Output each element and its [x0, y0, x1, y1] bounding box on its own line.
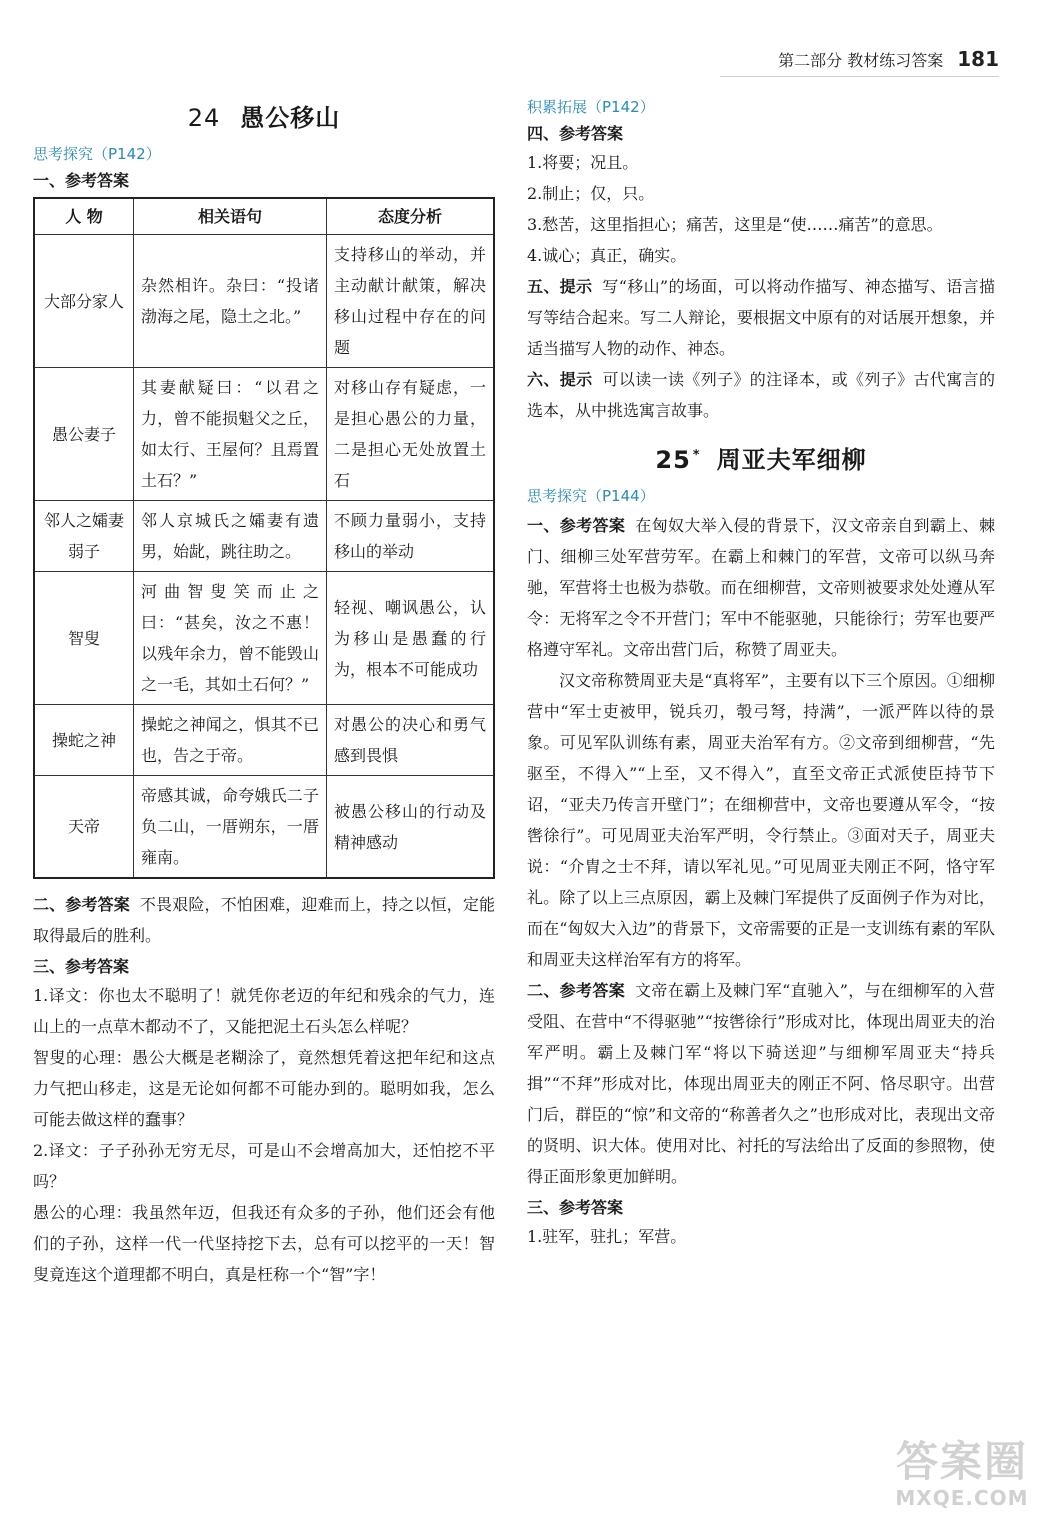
lesson24-think-tag: [33, 143, 495, 164]
table-cell-quote: 其妻献疑曰：“以君之力，曾不能损魁父之丘，如太行、王屋何？且焉置土石？”: [134, 368, 327, 501]
section-title: 第二部分 教材练习答案: [778, 50, 944, 70]
think-tag-ref: （P142）: [93, 145, 161, 163]
a1-text: 在匈奴大举入侵的背景下，汉文帝亲自到霸上、棘门、细柳三处军营劳军。在霸上和棘门的军营，文帝可以纵马奔驰，军营将士也极为恭敬。而在细柳营，文帝则被要求处处遵从军令：无将军之令不开营门；军中不能驱驰，只能徐行；劳军也要严格遵守军礼。文帝出营门后，称赞了周亚夫。: [527, 516, 995, 659]
table-cell-person: 愚公妻子: [34, 368, 134, 501]
watermark-top: 答案圈: [895, 1437, 1028, 1486]
q4-item: 1.将要；况且。: [527, 153, 639, 172]
lesson25-star: *: [692, 448, 701, 463]
table-cell-attitude: 支持移山的举动，并主动献计献策，解决移山过程中存在的问题: [327, 235, 495, 368]
q4-item: 4.诚心；真正，确实。: [527, 246, 687, 265]
table-cell-quote: 邻人京城氏之孀妻有遗男，始龀，跳往助之。: [134, 501, 327, 572]
table-cell-attitude: 不顾力量弱小，支持移山的举动: [327, 501, 495, 572]
table-cell-attitude: 轻视、嘲讽愚公，认为移山是愚蠢的行为，根本不可能成功: [327, 572, 495, 705]
table-cell-person: 操蛇之神: [34, 705, 134, 776]
q3-heading: 三、参考答案: [33, 957, 130, 976]
accumulate-tag-ref: （P142）: [587, 98, 655, 116]
think-tag-label: 思考探究: [527, 487, 588, 505]
q3-paragraph-3: 2.译文：子子孙孙无穷无尽，可是山不会增高加大，还怕挖不平吗？: [33, 1141, 495, 1191]
table-cell-person: 智叟: [34, 572, 134, 705]
table-cell-attitude: 对移山存有疑虑，一是担心愚公的力量，二是担心无处放置土石: [327, 368, 495, 501]
table-header-person: 人 物: [34, 198, 134, 235]
table-cell-person: 邻人之孀妻弱子: [34, 501, 134, 572]
a1-label: 一、参考答案: [527, 516, 626, 535]
table-cell-attitude: 被愚公移山的行动及精神感动: [327, 776, 495, 879]
q4-item: 3.愁苦，这里指担心；痛苦，这里是“使……痛苦”的意思。: [527, 215, 943, 234]
q6-hint: [527, 364, 995, 426]
table-row: [34, 705, 494, 776]
watermark-bottom: MXQE.COM: [895, 1486, 1029, 1510]
think-tag-label: 思考探究: [33, 145, 94, 163]
q3-paragraph-1: 1.译文：你也太不聪明了！就凭你老迈的年纪和残余的气力，连山上的一点草木都动不了，又能把泥土石头怎么样呢？: [33, 986, 495, 1036]
lesson24-name: 愚公移山: [240, 104, 341, 132]
q6-label: 六、提示: [527, 370, 593, 389]
q2-text: 不畏艰险，不怕困难，迎难而上，持之以恒，定能取得最后的胜利。: [33, 895, 495, 945]
q5-hint: [527, 271, 995, 364]
table-row: [34, 368, 494, 501]
table-row: [34, 235, 494, 368]
table-cell-attitude: 对愚公的决心和勇气感到畏惧: [327, 705, 495, 776]
lesson25-name: 周亚夫军细柳: [716, 446, 867, 474]
q1-heading: 一、参考答案: [33, 171, 130, 190]
lesson25-title: [527, 440, 995, 475]
a3-text: 1.驻军，驻扎；军营。: [527, 1227, 687, 1246]
a1-answer: [527, 510, 995, 665]
left-column: [33, 92, 495, 1290]
q5-text: 写“移山”的场面，可以将动作描写、神态描写、语言描写等结合起来。写二人辩论，要根据文中原有的对话展开想象，并适当描写人物的动作、神态。: [527, 277, 995, 358]
lesson24-title: [33, 98, 495, 133]
table-cell-person: 天帝: [34, 776, 134, 879]
table-cell-quote: 帝感其诚，命夸娥氏二子负二山，一厝朔东，一厝雍南。: [134, 776, 327, 879]
accumulate-tag-label: 积累拓展: [527, 98, 588, 116]
table-cell-quote: 操蛇之神闻之，惧其不已也，告之于帝。: [134, 705, 327, 776]
lesson24-accumulate-tag: [527, 96, 995, 117]
q5-label: 五、提示: [527, 277, 593, 296]
q4-item: 2.制止；仅，只。: [527, 184, 655, 203]
q3-paragraph-4: 愚公的心理：我虽然年迈，但我还有众多的子孙，他们还会有他们的子孙，这样一代一代坚持挖下去，总有可以挖平的一天！智叟竟连这个道理都不明白，真是枉称一个“智”字！: [33, 1203, 495, 1284]
a2-text: 文帝在霸上及棘门军“直驰入”，与在细柳军的入营受阻、在营中“不得驱驰”“按辔徐行”形成对比，体现出周亚夫的治军严明。霸上及棘门军“将以下骑送迎”与细柳军周亚夫“持兵揖”“不拜”形成对比，体现出周亚夫的刚正不阿、恪尽职守。出营门后，群臣的“惊”和文帝的“称善者久之”也形成对比，表现出文帝的贤明、识大体。使用对比、衬托的写法给出了反面的参照物，使得正面形象更加鲜明。: [527, 981, 995, 1186]
q6-text: 可以读一读《列子》的注译本，或《列子》古代寓言的选本，从中挑选寓言故事。: [527, 370, 995, 420]
a2-answer: [527, 975, 995, 1192]
q2-answer: [33, 889, 495, 951]
a2-label: 二、参考答案: [527, 981, 626, 1000]
table-cell-quote: 河曲智叟笑而止之曰：“甚矣，汝之不惠！以残年余力，曾不能毁山之一毛，其如土石何？”: [134, 572, 327, 705]
table-header-quote: 相关语句: [134, 198, 327, 235]
q4-heading: 四、参考答案: [527, 124, 624, 143]
character-attitude-table: [33, 197, 495, 879]
table-row: [34, 776, 494, 879]
table-row: [34, 501, 494, 572]
watermark-logo: [887, 1438, 1037, 1516]
lesson25-think-tag: [527, 485, 995, 506]
right-column: [527, 92, 995, 1252]
a1-paragraph-2: 汉文帝称赞周亚夫是“真将军”，主要有以下三个原因。①细柳营中“军士吏被甲，锐兵刃，彀弓弩，持满”，一派严阵以待的景象。可见军队训练有素，周亚夫治军有方。②文帝到细柳营，“先驱至，不得入”“上至，又不得入”，直至文帝正式派使臣持节下诏，“亚夫乃传言开壁门”；在细柳营中，文帝也要遵从军令，“按辔徐行”。可见周亚夫治军严明，令行禁止。③面对天子，周亚夫说：“介胄之士不拜，请以军礼见。”可见周亚夫刚正不阿，恪守军礼。除了以上三点原因，霸上及棘门军提供了反面例子作为对比，而在“匈奴大入边”的背景下，文帝需要的正是一支训练有素的军队和周亚夫这样治军有方的将军。: [527, 671, 995, 969]
table-header-attitude: 态度分析: [327, 198, 495, 235]
page-header: [778, 42, 999, 76]
lesson24-number: 24: [187, 104, 221, 132]
q3-paragraph-2: 智叟的心理：愚公大概是老糊涂了，竟然想凭着这把年纪和这点力气把山移走，这是无论如何都不可能办到的。聪明如我，怎么可能去做这样的蠢事？: [33, 1048, 495, 1129]
think-tag-ref: （P144）: [587, 487, 655, 505]
table-row: [34, 572, 494, 705]
page-number: 181: [957, 47, 999, 71]
table-cell-person: 大部分家人: [34, 235, 134, 368]
q2-label: 二、参考答案: [33, 895, 130, 914]
table-header-row: [34, 198, 494, 235]
lesson25-number: 25: [655, 446, 691, 474]
a3-heading: 三、参考答案: [527, 1198, 624, 1217]
table-cell-quote: 杂然相许。杂曰：“投诸渤海之尾，隐土之北。”: [134, 235, 327, 368]
header-divider: [720, 76, 999, 77]
